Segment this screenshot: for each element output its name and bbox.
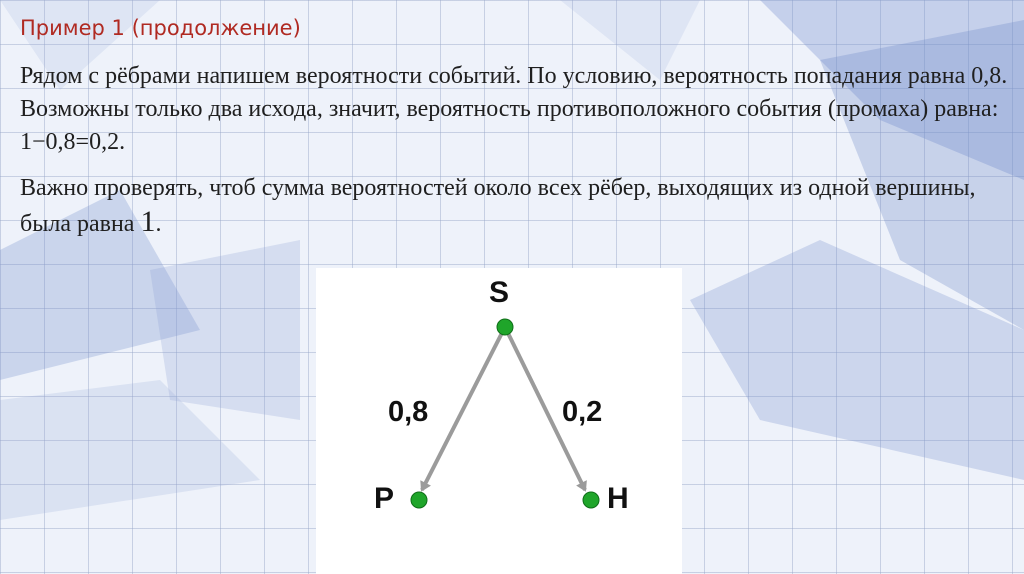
node-h	[583, 492, 599, 508]
number-one: 1	[140, 205, 156, 238]
edge-label-right: 0,2	[562, 396, 603, 428]
edge-label-left: 0,8	[388, 396, 429, 428]
paragraph-sum-rule-text: Важно проверять, чтоб сумма вероятностей около всех рёбер, выходящих из одной вершины, была равна	[20, 175, 976, 237]
tree-svg	[316, 268, 682, 574]
paragraph-sum-rule	[20, 172, 1010, 241]
edge-s-to-p	[422, 327, 505, 490]
paragraph-end: .	[155, 211, 162, 237]
node-s	[497, 319, 513, 335]
paragraph-probabilities: Рядом с рёбрами напишем вероятности событий. По условию, вероятность попадания равна 0,8. Возможны только два исхода, значит, вероятность противоположного события (промаха) равна: 1−0,8=0,2.	[20, 63, 1008, 155]
probability-tree-diagram	[316, 268, 682, 574]
node-label-s: S	[489, 276, 510, 309]
node-label-h: H	[607, 482, 629, 515]
node-p	[411, 492, 427, 508]
slide-title: Пример 1 (продолжение)	[20, 16, 301, 40]
node-label-p: P	[374, 482, 395, 515]
